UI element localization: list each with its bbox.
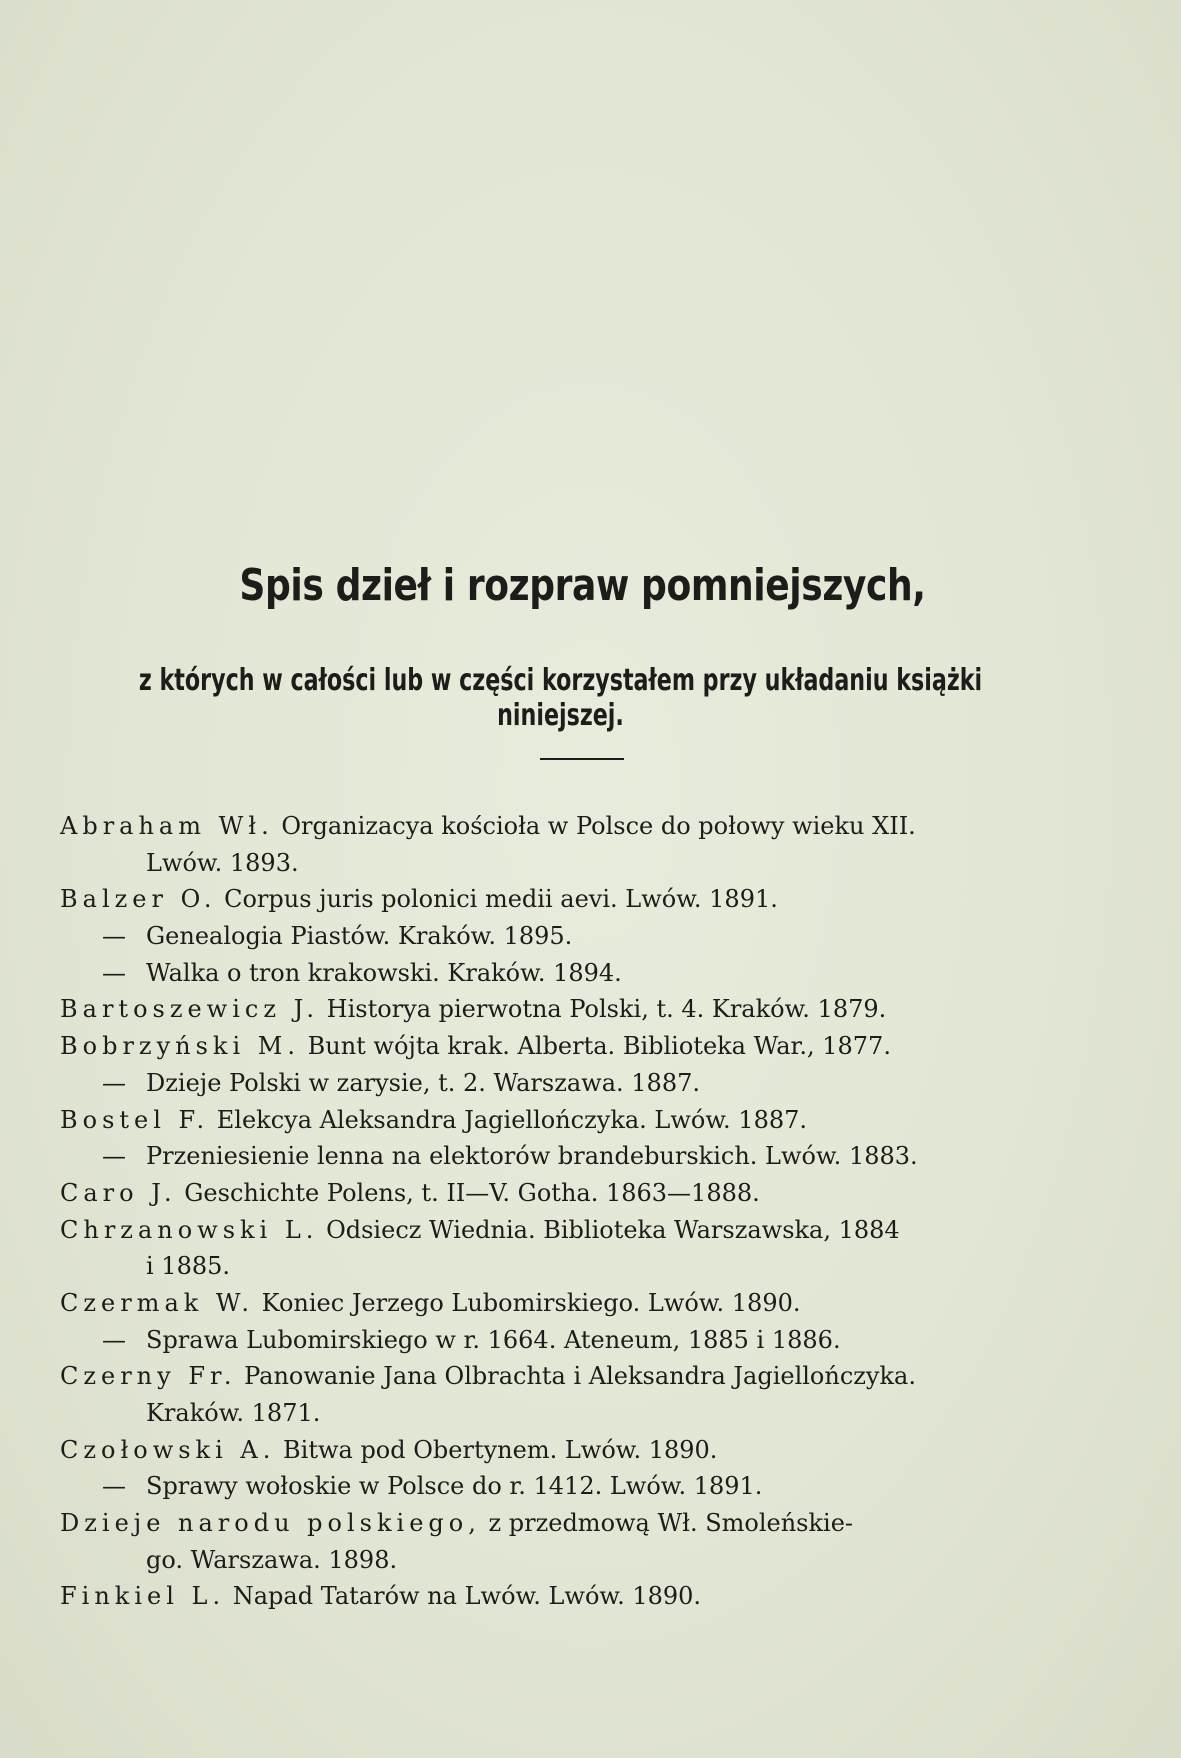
entry-text: Bitwa pod Obertynem. Lwów. 1890. [283,1435,718,1464]
bibliography-entry [60,1102,1150,1139]
entry-author: Finkiel L. [60,1582,226,1611]
entry-text: Elekcya Aleksandra Jagiellończyka. Lwów. 1887. [216,1105,808,1134]
bibliography-entry [60,1432,1150,1469]
bibliography-entry [60,1578,1150,1615]
ditto-dash: — [102,922,126,951]
entry-author: Caro J. [60,1178,177,1207]
bibliography-list [60,808,1150,1615]
bibliography-entry-ditto [60,1138,1150,1175]
bibliography-entry-ditto [60,1322,1150,1359]
entry-text: Panowanie Jana Olbrachta i Aleksandra Jagiellończyka. [244,1362,916,1391]
entry-text: Sprawy wołoskie w Polsce do r. 1412. Lwów. 1891. [146,1472,763,1501]
ditto-dash: — [102,1325,126,1354]
bibliography-entry-continuation [60,1542,1150,1579]
entry-text: z przedmową Wł. Smoleńskie- [488,1509,854,1538]
entry-text: Bunt wójta krak. Alberta. Biblioteka War., 1877. [307,1032,891,1061]
entry-text: Geschichte Polens, t. II—V. Gotha. 1863—1888. [184,1178,760,1207]
bibliography-entry [60,991,1150,1028]
entry-text: i 1885. [146,1252,231,1281]
ditto-dash: — [102,1068,126,1097]
bibliography-entry-continuation [60,845,1150,882]
entry-author: Czerny Fr. [60,1362,237,1391]
bibliography-entry [60,1212,1150,1249]
bibliography-entry-continuation [60,1395,1150,1432]
bibliography-entry-ditto [60,918,1150,955]
entry-text: Kraków. 1871. [146,1399,321,1427]
entry-text: Sprawa Lubomirskiego w r. 1664. Ateneum, 1885 i 1886. [146,1325,841,1354]
entry-author: Bostel F. [60,1105,210,1134]
entry-author: Czermak W. [60,1288,255,1317]
page-title: Spis dzieł i rozpraw pomniejszych, [239,560,926,611]
bibliography-entry [60,1505,1150,1542]
ditto-dash: — [102,958,126,987]
entry-text: Koniec Jerzego Lubomirskiego. Lwów. 1890. [261,1288,801,1317]
entry-text: Walka o tron krakowski. Kraków. 1894. [146,958,622,987]
entry-text: Lwów. 1893. [146,848,299,877]
bibliography-entry [60,1285,1150,1322]
bibliography-entry-ditto [60,1065,1150,1102]
ditto-dash: — [102,1472,126,1501]
bibliography-entry [60,808,1150,845]
page-subtitle: z których w całości lub w części korzystałem przy układaniu książki niniejszej. [138,663,983,733]
bibliography-entry [60,1358,1150,1395]
bibliography-entry [60,1175,1150,1212]
entry-author: Bartoszewicz J. [60,995,319,1024]
bibliography-entry [60,1028,1150,1065]
entry-author: Abraham Wł. [60,812,274,840]
entry-author: Dzieje narodu polskiego, [60,1509,481,1538]
entry-text: Corpus juris polonici medii aevi. Lwów. 1891. [224,885,778,914]
divider-rule [540,758,624,760]
entry-text: Przeniesienie lenna na elektorów brandeburskich. Lwów. 1883. [146,1142,918,1171]
entry-text: Genealogia Piastów. Kraków. 1895. [146,922,573,951]
entry-author: Chrzanowski L. [60,1215,319,1244]
bibliography-entry [60,881,1150,918]
bibliography-entry-ditto [60,955,1150,992]
entry-text: Odsiecz Wiednia. Biblioteka Warszawska, 1884 [326,1215,900,1244]
bibliography-entry-ditto [60,1468,1150,1505]
entry-author: Balzer O. [60,885,217,914]
entry-text: Organizacya kościoła w Polsce do połowy wieku XII. [281,812,916,840]
ditto-dash: — [102,1142,126,1171]
entry-text: Dzieje Polski w zarysie, t. 2. Warszawa. 1887. [146,1068,700,1097]
bibliography-entry-continuation [60,1248,1150,1285]
entry-text: go. Warszawa. 1898. [146,1545,398,1574]
entry-text: Napad Tatarów na Lwów. Lwów. 1890. [232,1582,702,1611]
entry-author: Czołowski A. [60,1435,276,1464]
entry-author: Bobrzyński M. [60,1032,300,1061]
entry-text: Historya pierwotna Polski, t. 4. Kraków. 1879. [326,995,887,1024]
